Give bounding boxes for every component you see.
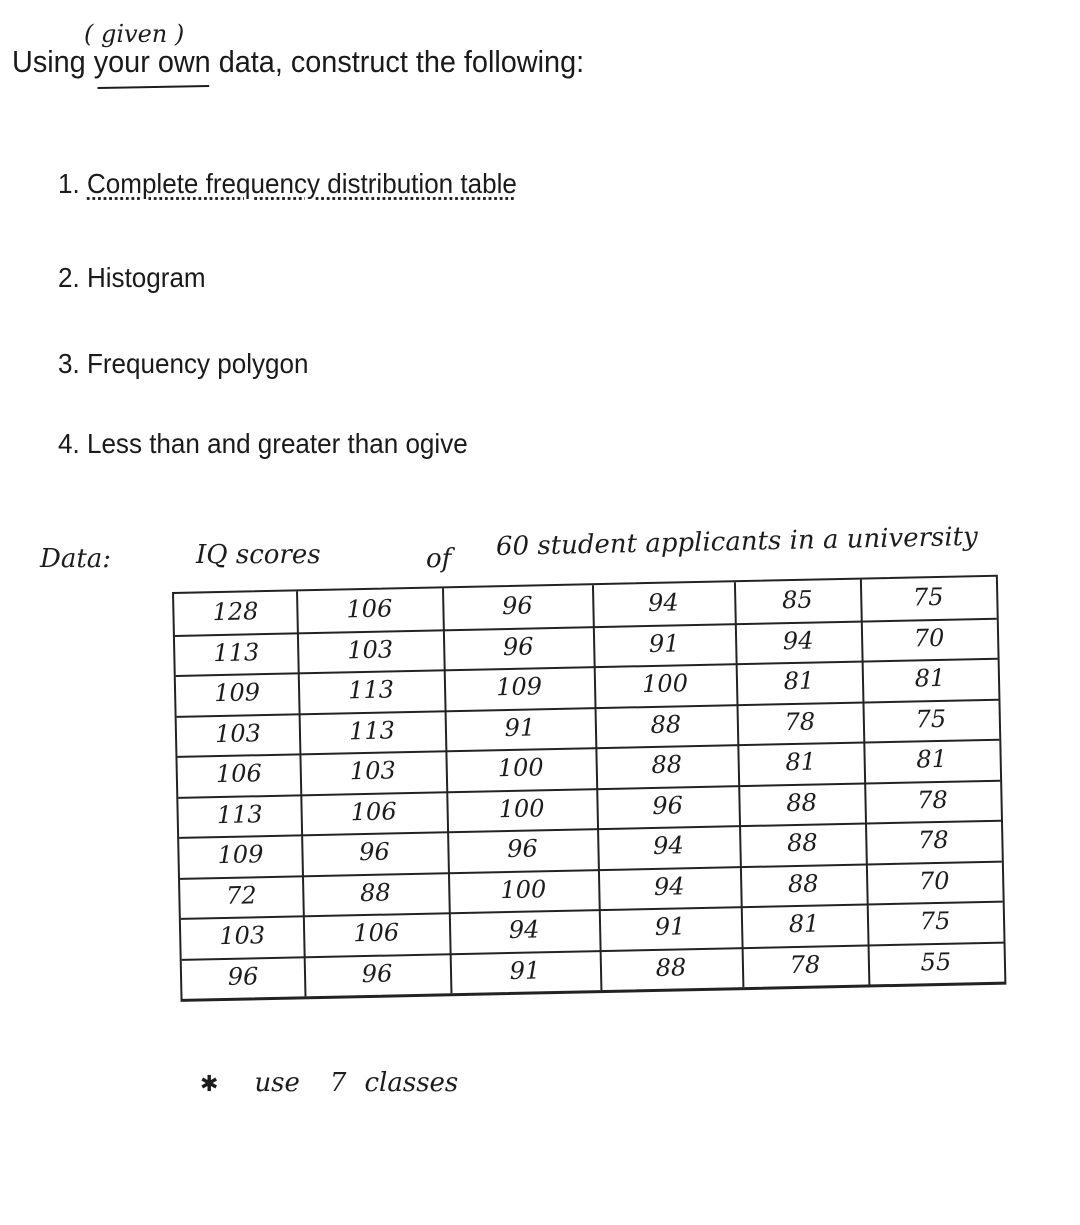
table-cell: 91 [654, 912, 686, 941]
table-cell: 91 [509, 955, 541, 985]
table-cell: 106 [352, 918, 400, 948]
table-cell: 100 [498, 793, 545, 823]
table-cell: 55 [920, 947, 952, 976]
table-cell: 94 [782, 626, 814, 655]
table-cell: 96 [506, 834, 539, 864]
table-cell: 72 [225, 880, 257, 910]
table-cell: 103 [347, 634, 394, 664]
table-cell: 78 [916, 785, 949, 814]
table-cell: 88 [786, 828, 818, 858]
table-cell: 109 [217, 840, 264, 870]
table-cell: 88 [651, 750, 683, 779]
table-cell: 100 [500, 874, 547, 904]
heading-prefix: Using [12, 44, 94, 79]
table-cell: 88 [785, 788, 818, 817]
task-number: 3. [58, 348, 80, 379]
task-item-frequency-table [58, 168, 517, 200]
table-cell: 94 [652, 831, 684, 860]
table-cell: 109 [495, 672, 543, 702]
table-cell: 106 [215, 759, 263, 789]
table-cell: 100 [641, 669, 689, 699]
table-cell: 78 [917, 825, 949, 855]
table-cell: 103 [349, 756, 396, 786]
table-cell: 81 [788, 909, 820, 939]
table-cell: 103 [214, 718, 262, 748]
table-cell: 91 [504, 712, 536, 742]
instructions-heading [12, 44, 584, 80]
footnote [200, 1068, 458, 1098]
task-item-frequency-polygon [58, 348, 308, 380]
table-cell: 113 [213, 637, 260, 667]
task-number: 4. [58, 428, 80, 459]
table-cell: 88 [359, 877, 391, 907]
task-item-histogram [58, 262, 206, 294]
task-number: 2. [58, 262, 80, 293]
table-cell: 100 [497, 753, 544, 783]
table-cell: 113 [216, 799, 263, 829]
footnote-use: use [254, 1068, 300, 1098]
caption-of: of [426, 544, 452, 574]
table-cell: 81 [783, 666, 815, 696]
table-cell: 128 [212, 597, 259, 627]
table-cell: 75 [915, 704, 947, 733]
caption-description: 60 student applicants in a university [495, 521, 979, 562]
table-cell: 113 [347, 675, 395, 705]
given-annotation: ( given ) [84, 20, 185, 48]
table-cell: 106 [350, 796, 397, 826]
asterisk-icon: ✱ [200, 1072, 219, 1097]
table-cell: 91 [648, 628, 680, 658]
task-item-ogive [58, 428, 468, 460]
table-cell: 96 [502, 631, 534, 661]
table-cell: 96 [227, 961, 259, 991]
heading-suffix: data, construct the following: [210, 44, 585, 79]
caption-iq-scores: IQ scores [196, 540, 321, 570]
table-cell: 94 [647, 588, 679, 618]
data-label: Data: [40, 544, 112, 574]
footnote-class-count: 7 [329, 1068, 347, 1098]
table-cell: 96 [358, 837, 391, 867]
task-text: Frequency polygon [86, 348, 309, 379]
table-cell: 78 [789, 950, 821, 979]
table-cell: 94 [653, 871, 685, 901]
heading-underlined-text: your own [93, 44, 211, 79]
table-cell: 109 [213, 678, 261, 708]
task-number: 1. [58, 168, 80, 199]
table-cell: 103 [219, 921, 266, 951]
task-text: Complete frequency distribution table [86, 168, 517, 199]
table-cell: 70 [913, 623, 945, 652]
table-cell: 75 [912, 582, 944, 612]
table-cell: 81 [914, 663, 946, 693]
table-cell: 75 [919, 906, 951, 936]
task-text: Histogram [86, 262, 206, 293]
table-cell: 96 [361, 958, 393, 988]
table-cell: 70 [918, 866, 950, 895]
table-cell: 78 [784, 707, 816, 736]
task-text: Less than and greater than ogive [86, 428, 468, 459]
footnote-classes: classes [364, 1068, 459, 1098]
table-cell: 88 [650, 709, 682, 739]
table-cell: 81 [785, 747, 817, 777]
table-cell: 88 [787, 869, 819, 898]
table-cell: 85 [781, 585, 813, 615]
table-cell: 96 [501, 591, 533, 621]
table-cell: 88 [655, 952, 687, 982]
table-cell: 94 [508, 915, 540, 945]
table-cell: 96 [652, 790, 684, 820]
iq-scores-table [172, 575, 1006, 1002]
table-cell: 106 [346, 594, 393, 624]
table-cell: 81 [916, 744, 948, 774]
table-cell: 113 [348, 715, 396, 745]
